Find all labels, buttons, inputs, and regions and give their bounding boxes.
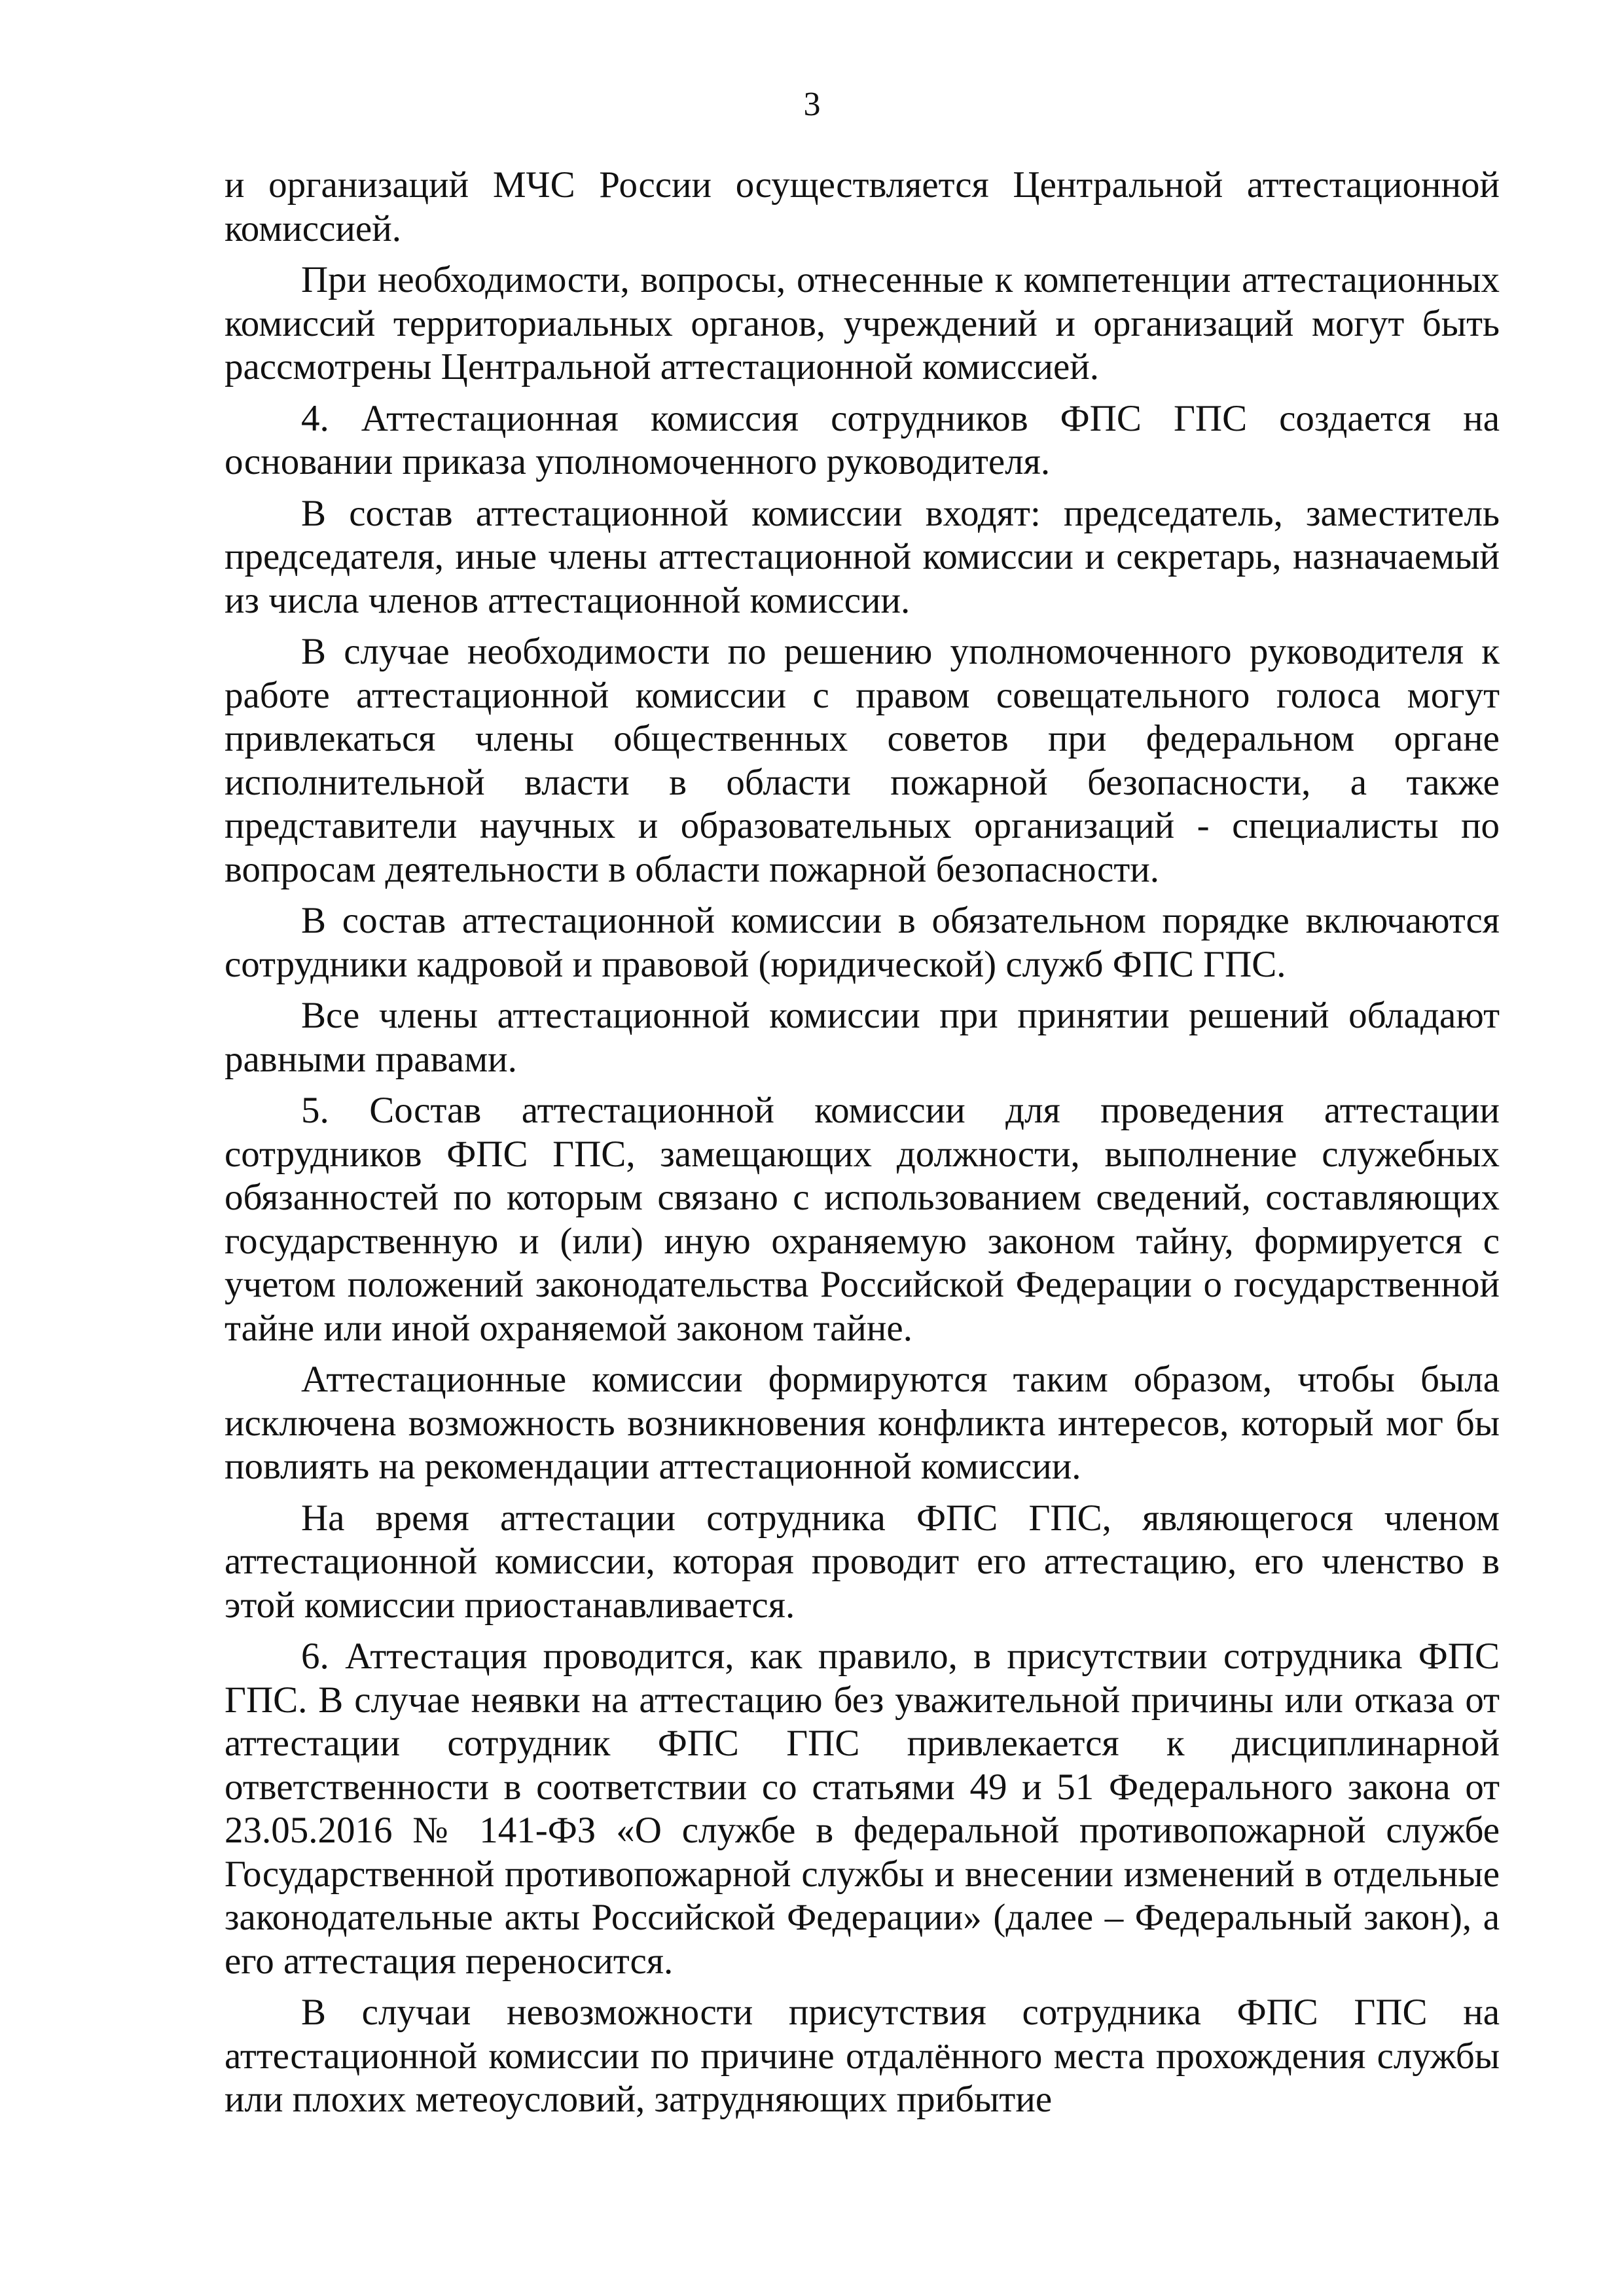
paragraph-section-6: 6. Аттестация проводится, как правило, в присутствии сотрудника ФПС ГПС. В случае неявки на аттестацию без уважительной причины или отказа от аттестации сотрудник ФПС ГПС привлекается к дисциплинарной ответственности в соответствии со статьями 49 и 51 Федерального закона от 23.05.2016 № 141-ФЗ «О службе в федеральной противопожарной службе Государственной противопожарной службы и внесении изменений в отдельные законодательные акты Российской Федерации» (далее – Федеральный закон), а его аттестация переносится.	[225, 1636, 1500, 1982]
document-body	[225, 164, 1500, 2122]
paragraph-continuation: и организаций МЧС России осуществляется Центральной аттестационной комиссией.	[225, 164, 1500, 249]
paragraph-commission-members: В состав аттестационной комиссии входят: председатель, заместитель председателя, иные члены аттестационной комиссии и секретарь, назначаемый из числа членов аттестационной комиссии.	[225, 492, 1500, 621]
page-number: 3	[803, 86, 821, 123]
paragraph-equal-rights: Все члены аттестационной комиссии при принятии решений обладают равными правами.	[225, 995, 1500, 1080]
paragraph-central-commission: При необходимости, вопросы, отнесенные к компетенции аттестационных комиссий территориальных органов, учреждений и организаций могут быть рассмотрены Центральной аттестационной комиссией.	[225, 259, 1500, 387]
paragraph-section-5: 5. Состав аттестационной комиссии для проведения аттестации сотрудников ФПС ГПС, замещающих должности, выполнение служебных обязанностей по которым связано с использованием сведений, составляющих государственную и (или) иную охраняемую законом тайну, формируется с учетом положений законодательства Российской Федерации о государственной тайне или иной охраняемой законом тайне.	[225, 1090, 1500, 1349]
paragraph-conflict-of-interest: Аттестационные комиссии формируются таким образом, чтобы была исключена возможность возникновения конфликта интересов, который мог бы повлиять на рекомендации аттестационной комиссии.	[225, 1359, 1500, 1487]
paragraph-advisory-members: В случае необходимости по решению уполномоченного руководителя к работе аттестационной комиссии с правом совещательного голоса могут привлекаться члены общественных советов при федеральном органе исполнительной власти в области пожарной безопасности, а также представители научных и образовательных организаций - специалисты по вопросам деятельности в области пожарной безопасности.	[225, 631, 1500, 890]
paragraph-remote-attendance: В случаи невозможности присутствия сотрудника ФПС ГПС на аттестационной комиссии по причине отдалённого места прохождения службы или плохих метеоусловий, затрудняющих прибытие	[225, 1992, 1500, 2120]
paragraph-membership-suspension: На время аттестации сотрудника ФПС ГПС, являющегося членом аттестационной комиссии, которая проводит его аттестацию, его членство в этой комиссии приостанавливается.	[225, 1497, 1500, 1626]
paragraph-section-4: 4. Аттестационная комиссия сотрудников ФПС ГПС создается на основании приказа уполномоченного руководителя.	[225, 397, 1500, 482]
paragraph-mandatory-members: В состав аттестационной комиссии в обязательном порядке включаются сотрудники кадровой и правовой (юридической) служб ФПС ГПС.	[225, 900, 1500, 985]
